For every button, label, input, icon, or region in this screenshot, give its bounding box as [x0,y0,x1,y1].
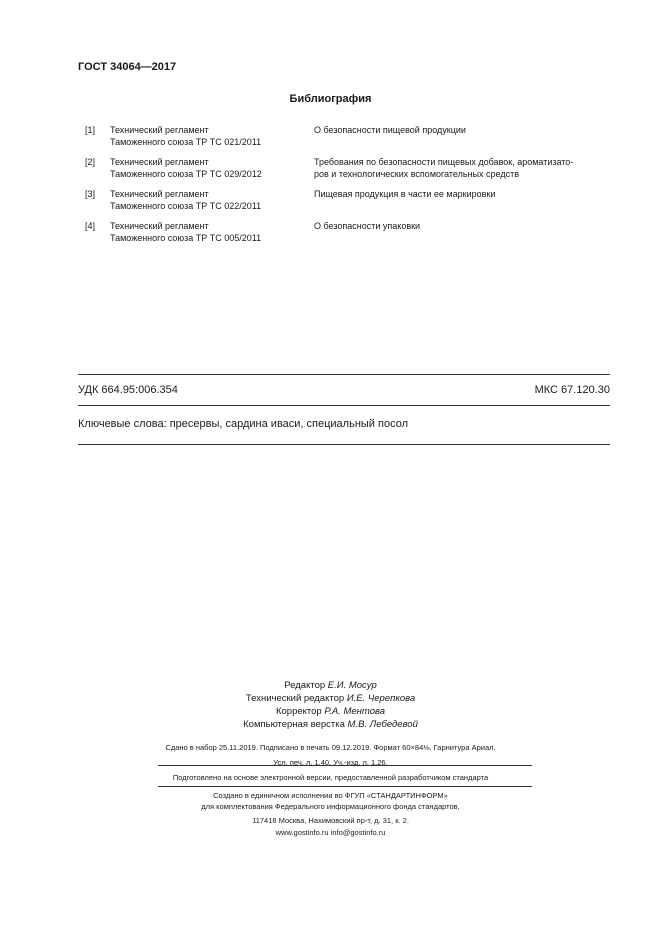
standard-number: ГОСТ 34064—2017 [78,61,177,73]
ref-regulation: Технический регламент Таможенного союза ТР ТС 022/2011 [110,189,262,211]
ref-regulation: Технический регламент Таможенного союза ТР ТС 021/2011 [110,125,262,147]
ref-title: О безопасности пищевой продукции [314,125,466,135]
ref-number: [4] [85,221,96,231]
print-details: Сдано в набор 25.11.2019. Подписано в печать 09.12.2019. Формат 60×84⅛. Гарнитура Ариал. Усл. печ. л. 1,40. Уч.-изд. л. 1,26. [165,743,496,767]
divider [78,374,610,375]
divider [158,786,532,787]
publisher-info: Создано в единичном исполнении во ФГУП «СТАНДАРТИНФОРМ» для комплектования Федерального информационного фонда стандартов, [201,791,460,811]
publisher-address: 117418 Москва, Нахимовский пр-т, д. 31, к. 2. www.gostinfo.ru info@gostinfo.ru [252,816,409,837]
editor-line: Редактор Е.И. Мосур [284,680,377,691]
ref-number: [1] [85,125,96,135]
divider [78,444,610,445]
ref-title: Требования по безопасности пищевых добавок, ароматизато- ров и технологических вспомогательных средств [314,157,574,179]
mks-code: МКС 67.120.30 [534,384,610,396]
keywords: Ключевые слова: пресервы, сардина иваси, специальный посол [78,418,408,430]
divider [158,765,532,766]
ref-title: Пищевая продукция в части ее маркировки [314,189,496,199]
ref-regulation: Технический регламент Таможенного союза ТР ТС 029/2012 [110,157,262,179]
editor-line: Технический редактор И.Е. Черепкова [245,693,416,704]
ref-title: О безопасности упаковки [314,221,421,231]
prepared-note: Подготовлено на основе электронной версии, предоставленной разработчиком стандарта [172,773,489,782]
bibliography-title: Библиография [289,93,372,105]
udk-code: УДК 664.95:006.354 [78,384,178,396]
ref-regulation: Технический регламент Таможенного союза ТР ТС 005/2011 [110,221,262,243]
divider [78,405,610,406]
ref-number: [3] [85,189,96,199]
editor-line: Корректор Р.А. Ментова [275,706,386,717]
editor-line: Компьютерная верстка М.В. Лебедевой [243,719,418,730]
ref-number: [2] [85,157,96,167]
editorial-credits [0,679,661,731]
